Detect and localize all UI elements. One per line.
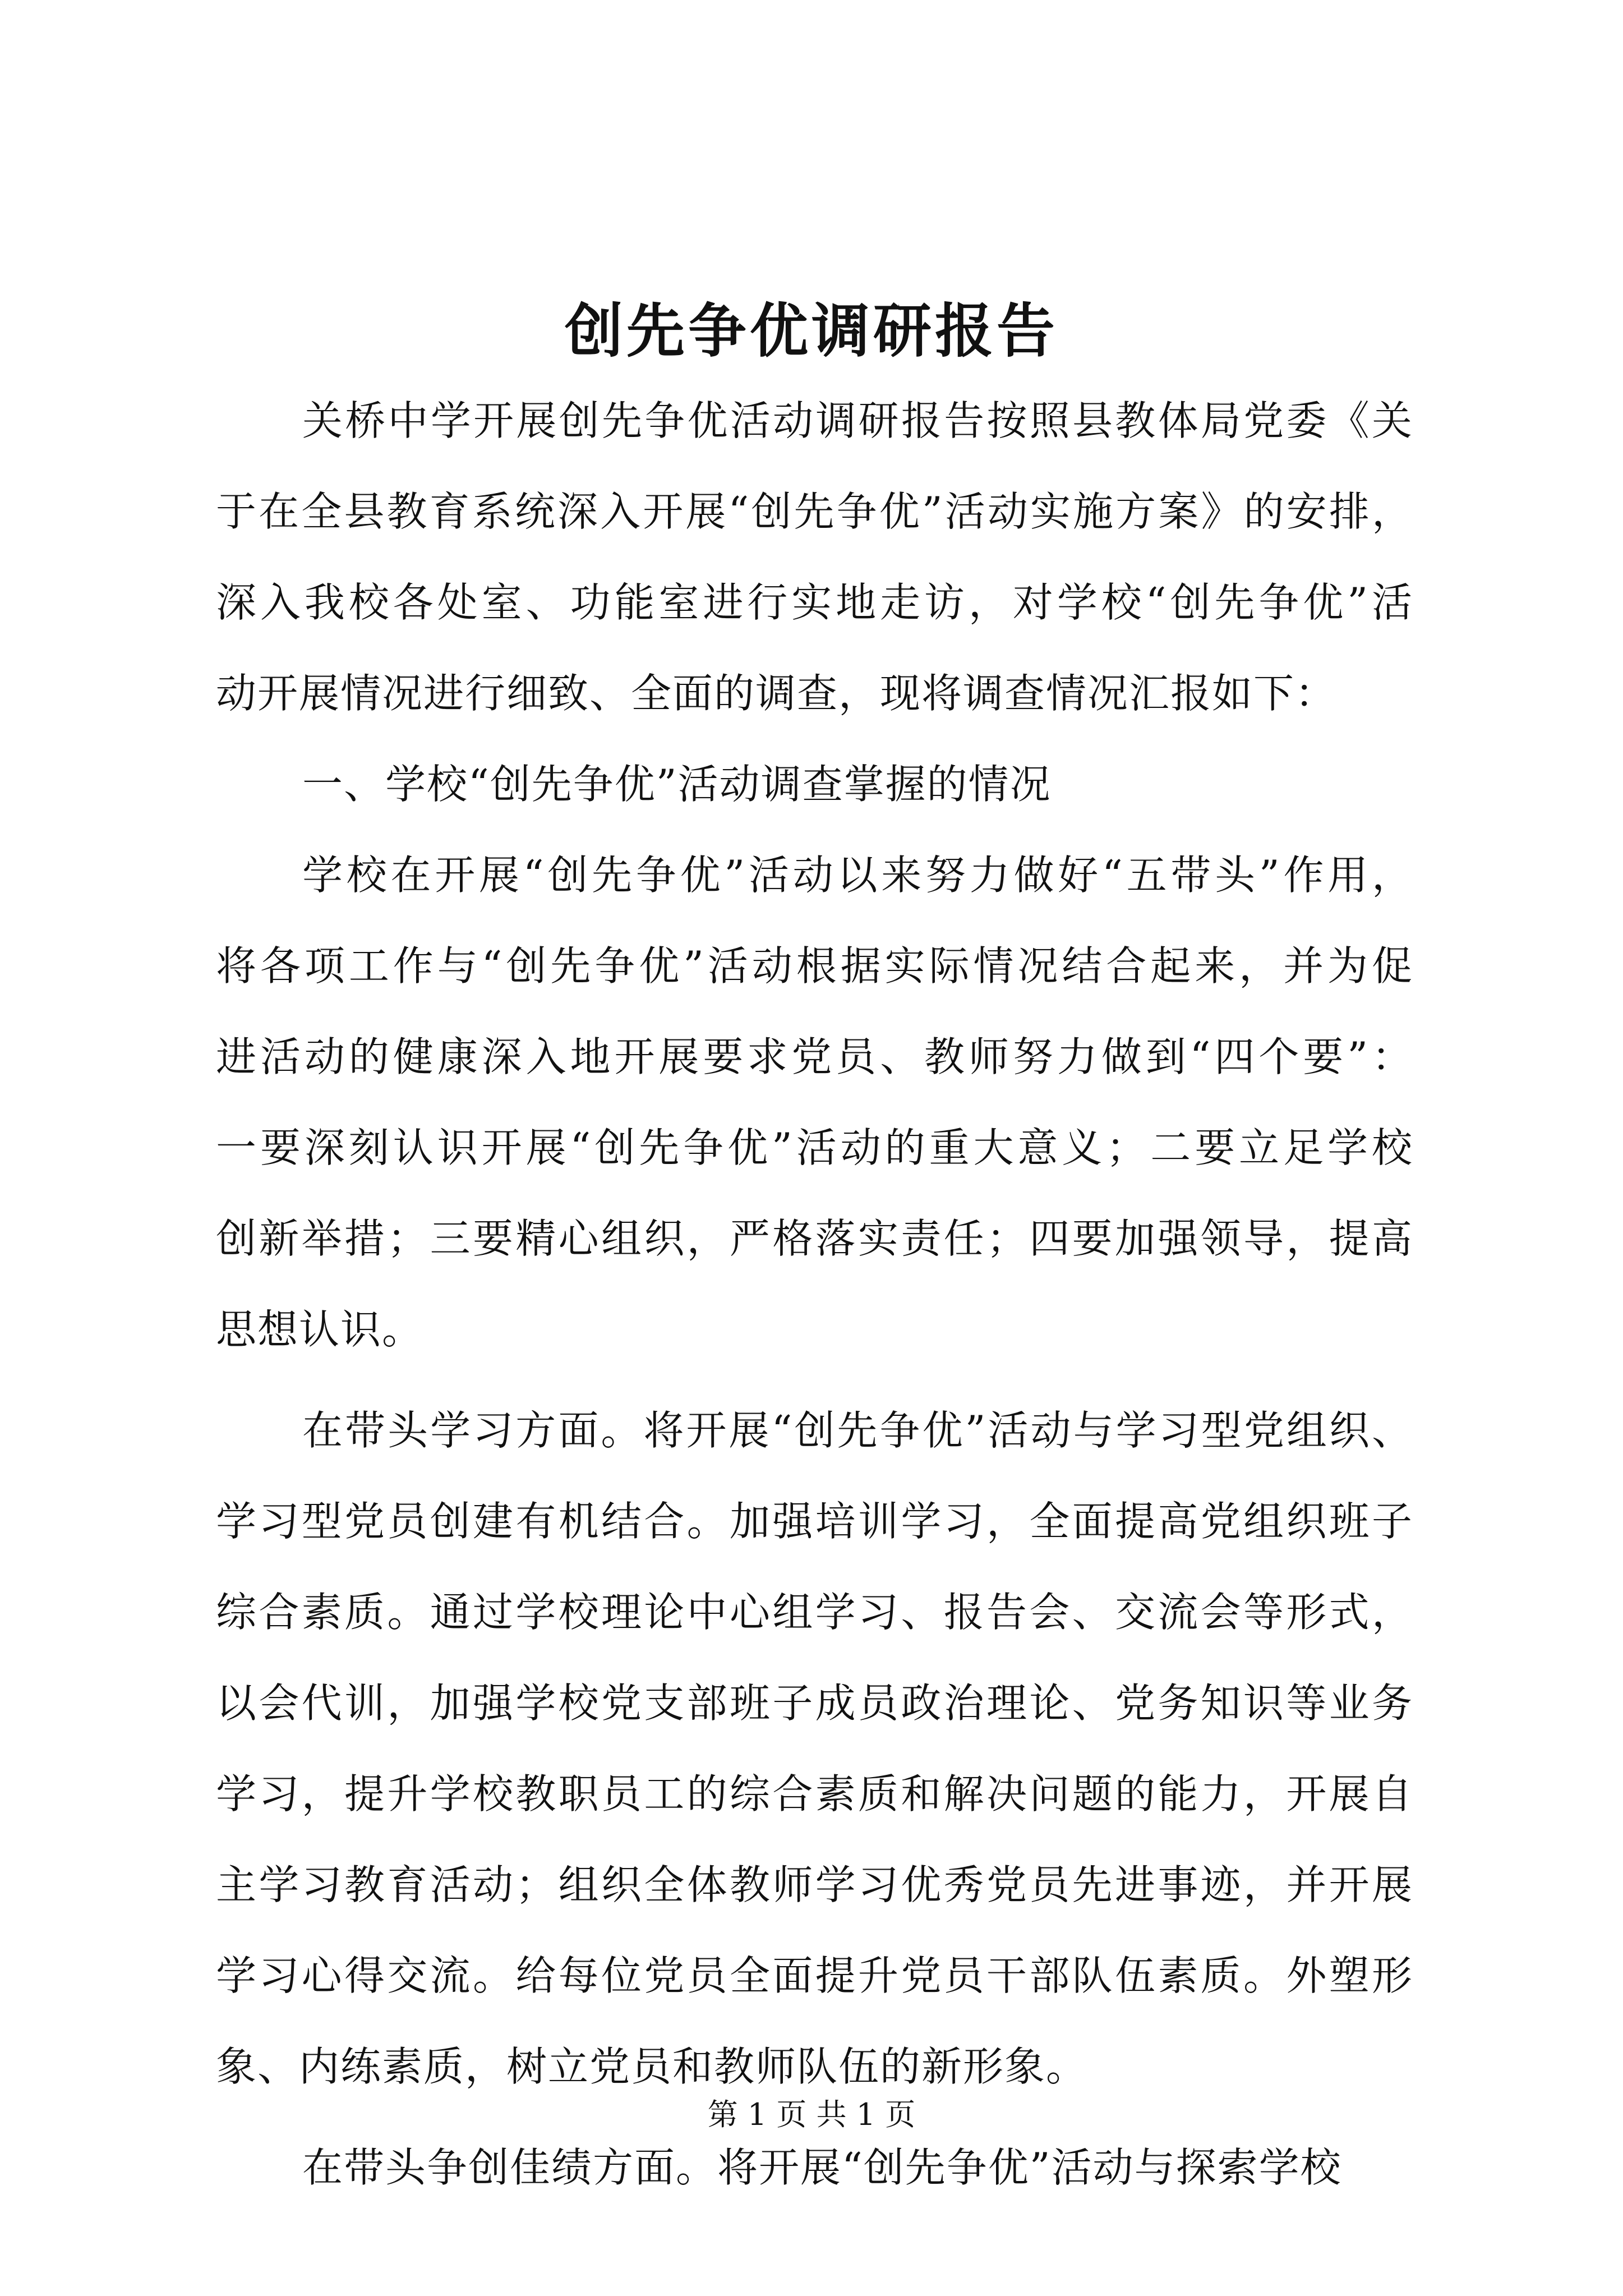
text-line: 在带头学习方面。将开展“创先争优”活动与学习型党组织、 xyxy=(302,1407,1413,1454)
text-line: 学习型党员创建有机结合。加强培训学习，全面提高党组织班子 xyxy=(216,1498,1413,1545)
text-line: 思想认识。 xyxy=(216,1306,424,1353)
text-line: 学校在开展“创先争优”活动以来努力做好“五带头”作用， xyxy=(302,852,1413,899)
text-line: 主学习教育活动；组织全体教师学习优秀党员先进事迹，并开展 xyxy=(216,1861,1413,1908)
text-line: 学习心得交流。给每位党员全面提升党员干部队伍素质。外塑形 xyxy=(216,1952,1413,1999)
text-line: 动开展情况进行细致、全面的调查，现将调查情况汇报如下： xyxy=(216,670,1337,717)
document-title: 创先争优调研报告 xyxy=(564,296,1058,365)
text-line: 以会代训，加强学校党支部班子成员政治理论、党务知识等业务 xyxy=(216,1680,1413,1727)
paragraph-gap xyxy=(216,1375,1413,1385)
text-line: 于在全县教育系统深入开展“创先争优”活动实施方案》的安排， xyxy=(216,488,1413,535)
section-heading xyxy=(216,739,1413,830)
text-line: 将各项工作与“创先争优”活动根据实际情况结合起来，并为促 xyxy=(216,942,1413,990)
text-line: 创新举措；三要精心组织，严格落实责任；四要加强领导，提高 xyxy=(216,1215,1413,1262)
text-line: 学习，提升学校教职员工的综合素质和解决问题的能力，开展自 xyxy=(216,1770,1413,1818)
text-line: 综合素质。通过学校理论中心组学习、报告会、交流会等形式， xyxy=(216,1589,1413,1636)
paragraph-intro xyxy=(216,375,1413,739)
page-footer: 第 1 页 共 1 页 xyxy=(707,2097,916,2132)
paragraph-five-leads xyxy=(216,830,1413,1375)
text-line: 一、学校“创先争优”活动调查掌握的情况 xyxy=(302,761,1052,808)
text-line: 深入我校各处室、功能室进行实地走访，对学校“创先争优”活 xyxy=(216,579,1413,626)
text-line: 在带头争创佳绩方面。将开展“创先争优”活动与探索学校 xyxy=(302,2144,1342,2191)
paragraph-study xyxy=(216,1385,1413,2112)
text-line: 一要深刻认识开展“创先争优”活动的重大意义；二要立足学校 xyxy=(216,1124,1413,1171)
text-line: 进活动的健康深入地开展要求党员、教师努力做到“四个要”： xyxy=(216,1033,1413,1080)
document-body xyxy=(216,375,1413,2213)
text-line: 象、内练素质，树立党员和教师队伍的新形象。 xyxy=(216,2043,1088,2090)
text-line: 关桥中学开展创先争优活动调研报告按照县教体局党委《关 xyxy=(302,397,1413,444)
